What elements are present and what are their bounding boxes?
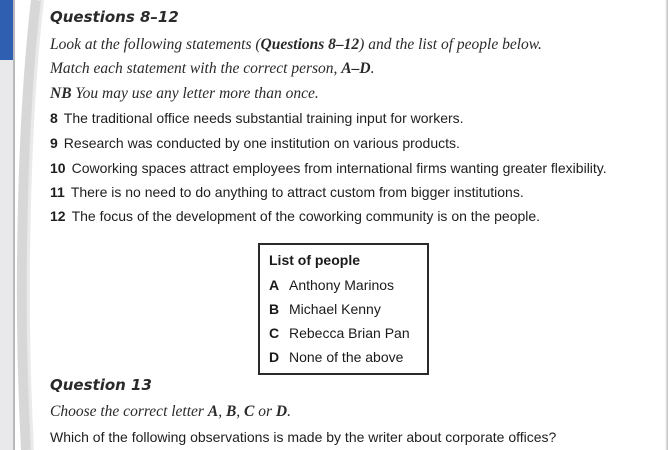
person-option — [269, 277, 394, 293]
statement-number: 8 — [50, 110, 58, 126]
answer-letter: D — [275, 403, 288, 420]
nb-label: NB — [50, 85, 72, 102]
person-option — [269, 301, 381, 317]
person-letter: B — [269, 301, 280, 317]
section-heading-8-12: Questions 8–12 — [50, 8, 179, 26]
separator: , — [236, 403, 245, 420]
instruction-text: Choose the correct letter — [50, 403, 208, 420]
statement-text: There is no need to do anything to attract custom from bigger institutions. — [70, 184, 524, 200]
list-of-people-box — [258, 243, 429, 375]
section-heading-13: Question 13 — [50, 376, 152, 394]
person-option — [269, 349, 403, 365]
instruction-text: . — [287, 403, 291, 420]
instruction-text: ) and the list of people below. — [359, 36, 542, 53]
separator: or — [254, 403, 276, 420]
statement-number: 12 — [50, 208, 66, 224]
instruction-text: Match each statement with the correct person, — [50, 60, 342, 77]
instruction-bold: A–D — [341, 60, 371, 77]
statement-item — [50, 208, 540, 224]
blue-tab — [0, 0, 13, 60]
statement-text: The focus of the development of the coworking community is on the people. — [71, 208, 541, 224]
people-box-title: List of people — [269, 252, 360, 268]
answer-letter: A — [207, 403, 219, 420]
person-letter: C — [269, 325, 280, 341]
instruction-bold: Questions 8–12 — [260, 36, 360, 53]
nb-text: You may use any letter more than once. — [71, 85, 319, 102]
person-letter: D — [269, 349, 280, 365]
person-name: Anthony Marinos — [289, 277, 395, 293]
person-name: None of the above — [289, 349, 404, 365]
person-name: Michael Kenny — [289, 301, 381, 317]
instruction-text: . — [370, 60, 375, 77]
statement-item — [50, 160, 607, 176]
person-letter: A — [269, 277, 280, 293]
instruction-nb — [50, 85, 319, 103]
instruction-text: Look at the following statements ( — [50, 36, 261, 53]
person-name: Rebecca Brian Pan — [289, 325, 410, 341]
statement-text: The traditional office needs substantial training input for workers. — [63, 110, 464, 126]
statement-item — [50, 110, 464, 126]
left-page-edge — [0, 0, 14, 450]
instruction-match — [50, 60, 374, 78]
instruction-look-at — [50, 36, 542, 54]
statement-number: 11 — [50, 184, 65, 200]
statement-item — [50, 184, 524, 200]
statement-text: Research was conducted by one institution on various products. — [63, 135, 460, 151]
person-option — [269, 325, 410, 341]
instruction-choose — [50, 403, 291, 421]
answer-letter: C — [244, 403, 255, 420]
answer-letter: B — [225, 403, 237, 420]
statement-number: 10 — [50, 160, 66, 176]
page-curl-shadow — [14, 0, 54, 450]
statement-item — [50, 135, 460, 151]
statement-number: 9 — [50, 135, 58, 151]
statement-text: Coworking spaces attract employees from international firms wanting greater flexibility. — [71, 160, 607, 176]
question-13-text: Which of the following observations is made by the writer about corporate offices? — [50, 429, 557, 445]
separator: , — [218, 403, 226, 420]
